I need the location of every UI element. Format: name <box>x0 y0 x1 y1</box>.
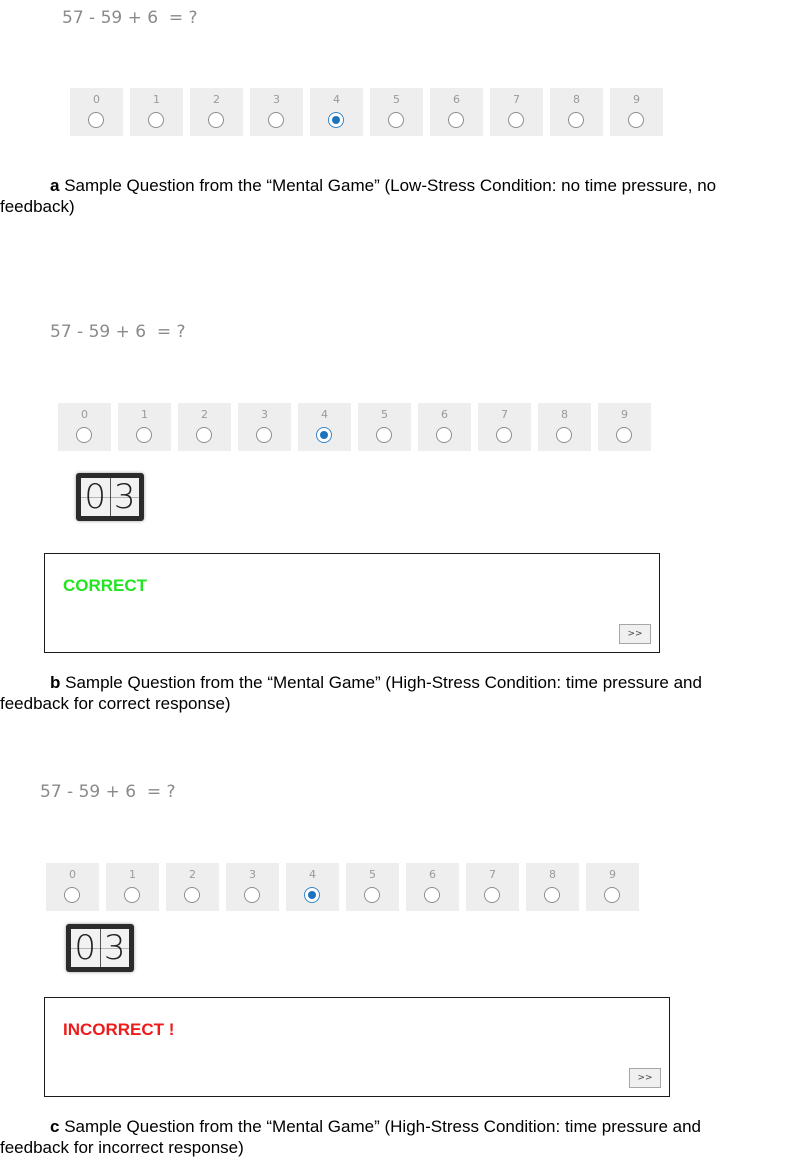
option-label: 8 <box>573 93 580 106</box>
radio-button-selected[interactable] <box>304 887 320 903</box>
caption-b <box>0 672 790 714</box>
option-label: 9 <box>609 868 616 881</box>
timer-digit-ones: 3 <box>110 478 140 516</box>
option-label: 4 <box>309 868 316 881</box>
option-label: 3 <box>249 868 256 881</box>
option-0[interactable] <box>58 403 111 451</box>
option-1[interactable] <box>106 863 159 911</box>
option-7[interactable] <box>466 863 519 911</box>
option-label: 1 <box>141 408 148 421</box>
option-6[interactable] <box>418 403 471 451</box>
next-button[interactable]: >> <box>619 624 651 644</box>
radio-button[interactable] <box>256 427 272 443</box>
radio-button[interactable] <box>184 887 200 903</box>
option-label: 6 <box>453 93 460 106</box>
option-9[interactable] <box>586 863 639 911</box>
option-2[interactable] <box>190 88 243 136</box>
answer-options-c <box>46 863 639 911</box>
answer-options-b <box>58 403 651 451</box>
radio-button[interactable] <box>388 112 404 128</box>
option-label: 7 <box>489 868 496 881</box>
option-label: 2 <box>201 408 208 421</box>
option-2[interactable] <box>178 403 231 451</box>
option-3[interactable] <box>238 403 291 451</box>
option-7[interactable] <box>490 88 543 136</box>
radio-button[interactable] <box>544 887 560 903</box>
option-5[interactable] <box>370 88 423 136</box>
radio-button[interactable] <box>448 112 464 128</box>
radio-button[interactable] <box>484 887 500 903</box>
radio-button[interactable] <box>628 112 644 128</box>
caption-line1: Sample Question from the “Mental Game” (Low-Stress Condition: no time pressure, no <box>59 176 717 195</box>
feedback-incorrect-text: INCORRECT ! <box>63 1020 175 1039</box>
option-label: 3 <box>273 93 280 106</box>
option-label: 6 <box>429 868 436 881</box>
option-label: 7 <box>513 93 520 106</box>
radio-button[interactable] <box>556 427 572 443</box>
option-label: 8 <box>561 408 568 421</box>
feedback-box-incorrect <box>44 997 670 1097</box>
radio-button-selected[interactable] <box>316 427 332 443</box>
caption-line2: feedback for incorrect response) <box>0 1138 244 1157</box>
countdown-timer <box>76 473 144 521</box>
radio-button[interactable] <box>424 887 440 903</box>
radio-button[interactable] <box>244 887 260 903</box>
radio-button[interactable] <box>496 427 512 443</box>
caption-letter: b <box>50 673 61 692</box>
radio-button[interactable] <box>196 427 212 443</box>
option-label: 5 <box>393 93 400 106</box>
option-label: 4 <box>333 93 340 106</box>
option-8[interactable] <box>538 403 591 451</box>
option-1[interactable] <box>130 88 183 136</box>
option-label: 3 <box>261 408 268 421</box>
radio-button[interactable] <box>64 887 80 903</box>
radio-button[interactable] <box>148 112 164 128</box>
option-label: 0 <box>93 93 100 106</box>
question-text-c: 57 - 59 + 6 = ? <box>40 782 176 802</box>
caption-line1: Sample Question from the “Mental Game” (High-Stress Condition: time pressure and <box>60 673 702 692</box>
option-label: 2 <box>189 868 196 881</box>
option-label: 4 <box>321 408 328 421</box>
radio-button[interactable] <box>88 112 104 128</box>
caption-line1: Sample Question from the “Mental Game” (High-Stress Condition: time pressure and <box>59 1117 702 1136</box>
caption-letter: a <box>50 176 60 195</box>
radio-button[interactable] <box>616 427 632 443</box>
question-text-b: 57 - 59 + 6 = ? <box>50 322 186 342</box>
option-label: 2 <box>213 93 220 106</box>
timer-digit-tens: 0 <box>74 928 97 968</box>
option-0[interactable] <box>46 863 99 911</box>
radio-button-selected[interactable] <box>328 112 344 128</box>
option-0[interactable] <box>70 88 123 136</box>
feedback-box-correct <box>44 553 660 653</box>
option-label: 5 <box>369 868 376 881</box>
option-1[interactable] <box>118 403 171 451</box>
radio-button[interactable] <box>208 112 224 128</box>
radio-button[interactable] <box>376 427 392 443</box>
option-8[interactable] <box>550 88 603 136</box>
radio-button[interactable] <box>364 887 380 903</box>
radio-button[interactable] <box>136 427 152 443</box>
option-label: 1 <box>129 868 136 881</box>
radio-button[interactable] <box>508 112 524 128</box>
option-9[interactable] <box>598 403 651 451</box>
timer-digit-ones: 3 <box>100 929 130 967</box>
caption-line2: feedback) <box>0 197 75 216</box>
caption-c <box>0 1116 790 1158</box>
timer-digit-tens: 0 <box>84 477 107 517</box>
option-6[interactable] <box>430 88 483 136</box>
option-8[interactable] <box>526 863 579 911</box>
option-9[interactable] <box>610 88 663 136</box>
next-button[interactable]: >> <box>629 1068 661 1088</box>
option-6[interactable] <box>406 863 459 911</box>
radio-button[interactable] <box>604 887 620 903</box>
option-5[interactable] <box>358 403 411 451</box>
option-4[interactable] <box>286 863 339 911</box>
caption-line2: feedback for correct response) <box>0 694 231 713</box>
radio-button[interactable] <box>436 427 452 443</box>
option-label: 0 <box>81 408 88 421</box>
option-7[interactable] <box>478 403 531 451</box>
option-label: 0 <box>69 868 76 881</box>
option-label: 9 <box>633 93 640 106</box>
option-label: 9 <box>621 408 628 421</box>
caption-letter: c <box>50 1117 60 1136</box>
option-label: 8 <box>549 868 556 881</box>
feedback-correct-text: CORRECT <box>63 576 148 595</box>
option-4[interactable] <box>310 88 363 136</box>
option-label: 1 <box>153 93 160 106</box>
countdown-timer <box>66 924 134 972</box>
caption-a <box>0 175 790 217</box>
option-label: 6 <box>441 408 448 421</box>
radio-button[interactable] <box>268 112 284 128</box>
timer-face <box>81 478 139 516</box>
radio-button[interactable] <box>124 887 140 903</box>
radio-button[interactable] <box>76 427 92 443</box>
answer-options-a <box>70 88 663 136</box>
question-text-a: 57 - 59 + 6 = ? <box>62 8 198 28</box>
timer-face <box>71 929 129 967</box>
option-4[interactable] <box>298 403 351 451</box>
radio-button[interactable] <box>568 112 584 128</box>
option-5[interactable] <box>346 863 399 911</box>
option-3[interactable] <box>226 863 279 911</box>
option-label: 7 <box>501 408 508 421</box>
option-3[interactable] <box>250 88 303 136</box>
option-label: 5 <box>381 408 388 421</box>
option-2[interactable] <box>166 863 219 911</box>
